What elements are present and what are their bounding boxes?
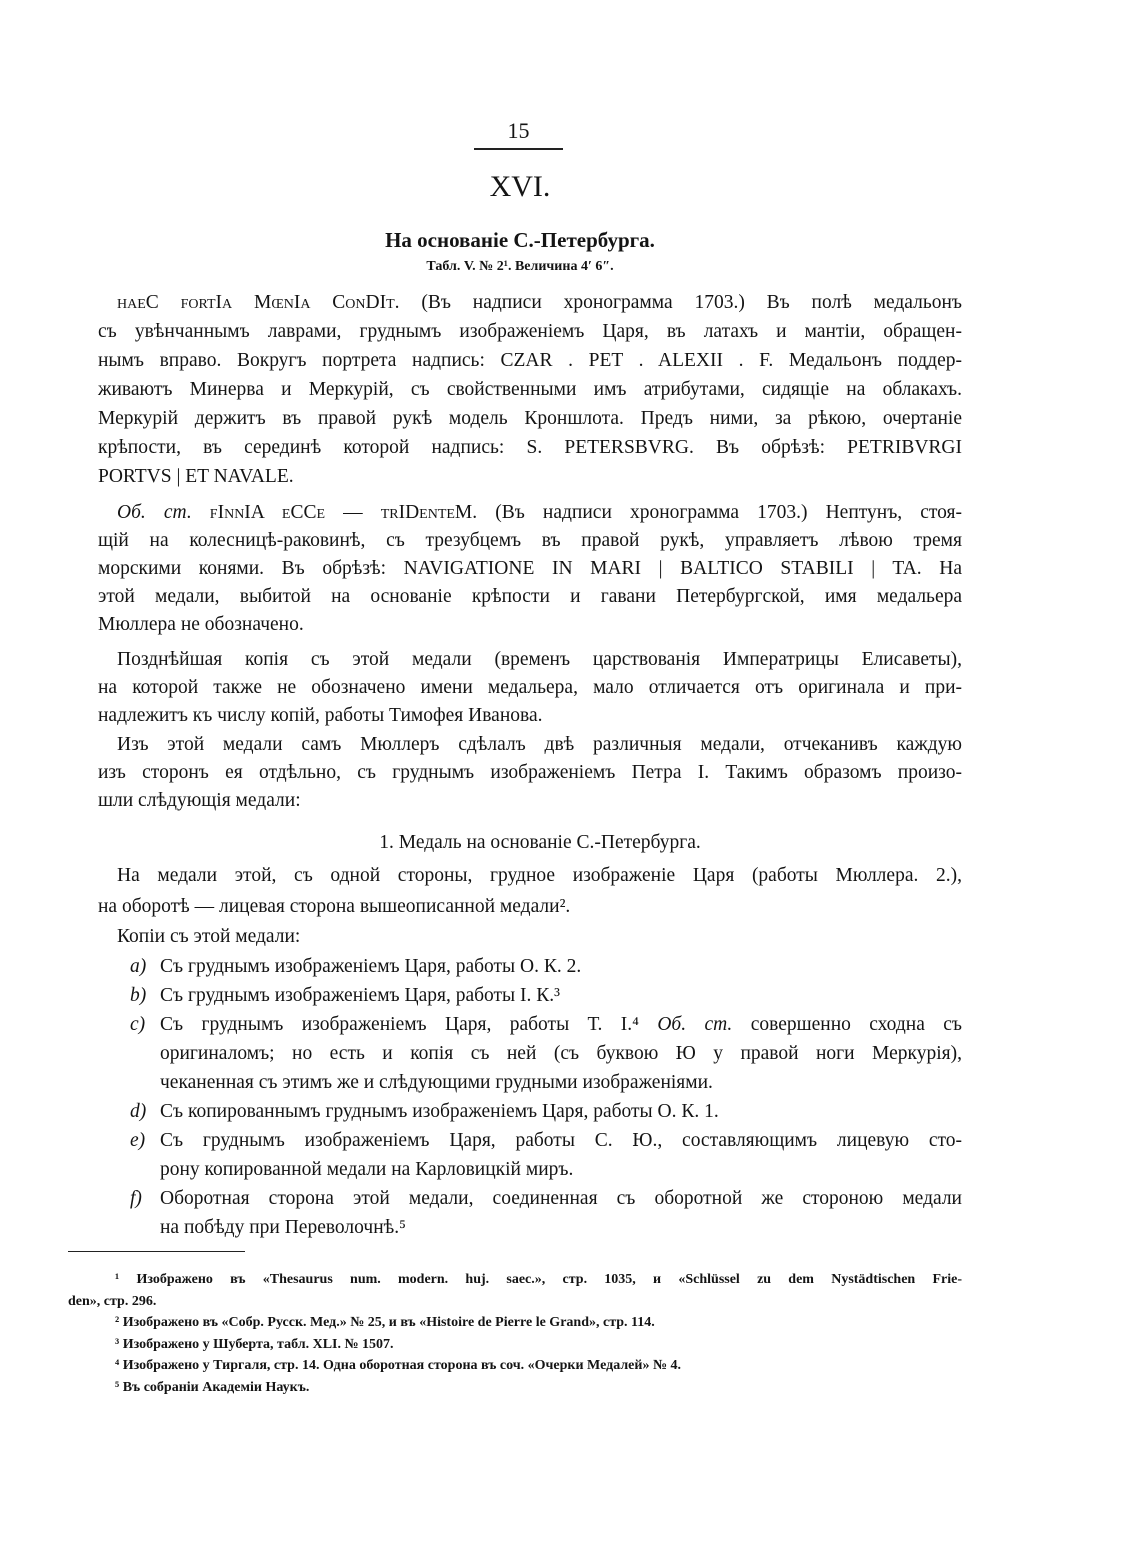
text-segment: Съ груднымъ изображеніемъ Царя, работы О. К. 2. bbox=[160, 956, 582, 977]
text-segment: Съ копированнымъ груднымъ изображеніемъ Царя, работы О. К. 1. bbox=[160, 1101, 719, 1122]
text-segment: этой медали, выбитой на основаніе крѣпости и гавани Петербургской, имя медальера bbox=[98, 586, 962, 607]
footnote bbox=[68, 1334, 962, 1356]
text-segment: ⁴ Изображено у Тиргаля, стр. 14. Одна оборотная сторона въ соч. «Очерки Медалей» № 4. bbox=[115, 1358, 682, 1374]
text-line bbox=[160, 1068, 962, 1097]
text-segment: совершенно сходна съ bbox=[732, 1014, 962, 1035]
footnote bbox=[68, 1269, 962, 1312]
text-line bbox=[160, 952, 962, 981]
text-segment: на побѣду при Переволочнѣ.⁵ bbox=[160, 1217, 406, 1238]
subheading: 1. Медаль на основаніе С.-Петербурга. bbox=[379, 832, 701, 853]
text-line bbox=[160, 1010, 962, 1039]
text-segment: щій на колесницѣ-раковинѣ, съ трезубцемъ въ правой рукѣ, управляетъ лѣвою тремя bbox=[98, 530, 962, 551]
list-item bbox=[130, 981, 962, 1010]
italic-abbreviation: Об. ст. bbox=[657, 1014, 733, 1035]
list-item-label: e) bbox=[130, 1130, 146, 1151]
italic-abbreviation: Об. ст. bbox=[117, 502, 192, 523]
chronogram-inscription: haeC fortIa MœnIa ConDIt. bbox=[117, 292, 400, 313]
footnote bbox=[68, 1377, 962, 1399]
text-segment: нымъ вправо. Вокругъ портрета надпись: CZAR . PET . ALEXII . F. Медальонъ поддер- bbox=[98, 350, 962, 371]
text-line bbox=[160, 1126, 962, 1155]
text-segment: Изъ этой медали самъ Мюллеръ сдѣлалъ двѣ различныя медали, отчеканивъ каждую bbox=[117, 734, 962, 755]
text-line bbox=[160, 1039, 962, 1068]
text-line bbox=[98, 860, 962, 891]
text-line bbox=[98, 462, 962, 491]
text-line bbox=[160, 1184, 962, 1213]
text-line bbox=[68, 1377, 962, 1399]
text-line bbox=[160, 1213, 962, 1242]
text-segment: ¹ Изображено въ «Thesaurus num. modern. huj. saec.», стр. 1035, и «Schlüssel zu dem Nystädtischen Frie- bbox=[115, 1272, 962, 1287]
section-number: XVI. bbox=[489, 170, 551, 203]
list-item-text bbox=[160, 1126, 962, 1184]
text-line bbox=[160, 981, 962, 1010]
text-segment: на оборотѣ — лицевая сторона вышеописанной медали². bbox=[98, 896, 571, 917]
text-segment: Оборотная сторона этой медали, соединенная съ оборотной же стороною медали bbox=[160, 1188, 962, 1209]
text-line bbox=[98, 499, 962, 527]
text-line bbox=[98, 404, 962, 433]
text-segment: PORTVS | ET NAVALE. bbox=[98, 466, 294, 487]
text-line bbox=[68, 1312, 962, 1334]
copies-list bbox=[130, 952, 962, 1242]
text-segment: ² Изображено въ «Собр. Русск. Мед.» № 25, и въ «Histoire de Pierre le Grand», стр. 114. bbox=[115, 1315, 655, 1331]
list-item-text bbox=[160, 981, 962, 1010]
list-item bbox=[130, 952, 962, 981]
text-segment: изъ сторонъ ея отдѣльно, съ груднымъ изображеніемъ Петра I. Такимъ образомъ произо- bbox=[98, 762, 962, 783]
list-item bbox=[130, 1097, 962, 1126]
list-item-text bbox=[160, 952, 962, 981]
paragraph-medal-description bbox=[98, 860, 962, 922]
text-line bbox=[98, 759, 962, 787]
text-segment: съ увѣнчаннымъ лаврами, груднымъ изображеніемъ Царя, въ латахъ и мантіи, обращен- bbox=[98, 321, 962, 342]
list-item-label: d) bbox=[130, 1101, 147, 1122]
text-line bbox=[68, 1291, 962, 1313]
text-line bbox=[98, 288, 962, 317]
text-line bbox=[98, 702, 962, 730]
text-line bbox=[98, 527, 962, 555]
text-segment: (Въ надписи хронограмма 1703.) Нептунъ, стоя- bbox=[477, 502, 963, 523]
text-segment: на которой также не обозначено имени медальера, мало отличается отъ оригинала и при- bbox=[98, 677, 962, 698]
text-line bbox=[68, 1269, 962, 1291]
paragraph-mueller-medals bbox=[98, 731, 962, 815]
text-segment: den», стр. 296. bbox=[68, 1293, 157, 1309]
text-segment: морскими конями. Въ обрѣзѣ: NAVIGATIONE IN MARI | BALTICO STABILI | TA. На bbox=[98, 558, 962, 579]
text-segment: На медали этой, съ одной стороны, грудное изображеніе Царя (работы Мюллера. 2.), bbox=[117, 865, 962, 886]
paragraph-later-copy bbox=[98, 646, 962, 730]
chronogram-inscription: fInnIA eCCe — trIDenteM. bbox=[191, 502, 478, 523]
text-segment: надлежитъ къ числу копій, работы Тимофея Иванова. bbox=[98, 705, 543, 726]
text-segment: (Въ надписи хронограмма 1703.) Въ полѣ медальонъ bbox=[399, 292, 963, 313]
text-line bbox=[160, 1155, 962, 1184]
text-line bbox=[68, 1355, 962, 1377]
text-segment: Съ груднымъ изображеніемъ Царя, работы Т. I.⁴ bbox=[160, 1014, 658, 1035]
text-segment: Позднѣйшая копія съ этой медали (временъ царствованія Императрицы Елисаветы), bbox=[117, 649, 962, 670]
text-segment: Мюллера не обозначено. bbox=[98, 614, 304, 635]
text-line bbox=[98, 646, 962, 674]
text-segment: чеканенная съ этимъ же и слѣдующими грудными изображеніями. bbox=[160, 1072, 713, 1093]
text-line bbox=[98, 787, 962, 815]
list-item-text bbox=[160, 1010, 962, 1097]
text-line bbox=[98, 674, 962, 702]
text-segment: Копіи съ этой медали: bbox=[117, 926, 301, 947]
paragraph-obverse bbox=[98, 288, 962, 491]
list-item bbox=[130, 1010, 962, 1097]
text-segment: ³ Изображено у Шуберта, табл. XLI. № 1507. bbox=[115, 1336, 394, 1352]
footnote bbox=[68, 1312, 962, 1334]
text-line bbox=[98, 731, 962, 759]
list-item-label: a) bbox=[130, 956, 147, 977]
text-line bbox=[98, 583, 962, 611]
text-line bbox=[98, 433, 962, 462]
text-segment: Меркурій держитъ въ правой рукѣ модель Кроншлота. Предъ ними, за рѣкою, очертаніе bbox=[98, 408, 962, 429]
text-line bbox=[98, 611, 962, 639]
list-item-text bbox=[160, 1184, 962, 1242]
copies-intro bbox=[98, 923, 962, 951]
text-line bbox=[68, 1334, 962, 1356]
text-segment: живаютъ Минерва и Меркурій, съ свойственными имъ атрибутами, сидящіе на облакахъ. bbox=[98, 379, 962, 400]
text-line bbox=[98, 375, 962, 404]
text-segment: шли слѣдующія медали: bbox=[98, 790, 301, 811]
footnote bbox=[68, 1355, 962, 1377]
paragraph-reverse bbox=[98, 499, 962, 639]
text-line bbox=[98, 346, 962, 375]
list-item-label: f) bbox=[130, 1188, 142, 1209]
text-segment: крѣпости, въ серединѣ которой надпись: S. PETERSBVRG. Въ обрѣзѣ: PETRIBVRGI bbox=[98, 437, 962, 458]
section-title: На основаніе С.-Петербурга. bbox=[385, 228, 655, 252]
list-item-label: b) bbox=[130, 985, 147, 1006]
footnotes bbox=[68, 1269, 962, 1399]
list-item bbox=[130, 1126, 962, 1184]
page-number: 15 bbox=[474, 118, 563, 150]
text-segment: Съ груднымъ изображеніемъ Царя, работы I. К.³ bbox=[160, 985, 561, 1006]
text-segment: Съ груднымъ изображеніемъ Царя, работы С. Ю., составляющимъ лицевую сто- bbox=[160, 1130, 962, 1151]
text-line bbox=[98, 317, 962, 346]
list-item-text bbox=[160, 1097, 962, 1126]
list-item bbox=[130, 1184, 962, 1242]
text-segment: оригиналомъ; но есть и копія съ ней (съ буквою Ю у правой ноги Меркурія), bbox=[160, 1043, 962, 1064]
text-line bbox=[160, 1097, 962, 1126]
text-line bbox=[98, 555, 962, 583]
section-subtitle: Табл. V. № 2¹. Величина 4′ 6″. bbox=[426, 259, 614, 274]
text-segment: рону копированной медали на Карловицкій миръ. bbox=[160, 1159, 574, 1180]
text-line bbox=[98, 891, 962, 922]
list-item-label: c) bbox=[130, 1014, 146, 1035]
footnote-divider bbox=[68, 1251, 245, 1252]
text-segment: ⁵ Въ собраніи Академіи Наукъ. bbox=[115, 1379, 310, 1395]
text-line bbox=[98, 923, 962, 951]
